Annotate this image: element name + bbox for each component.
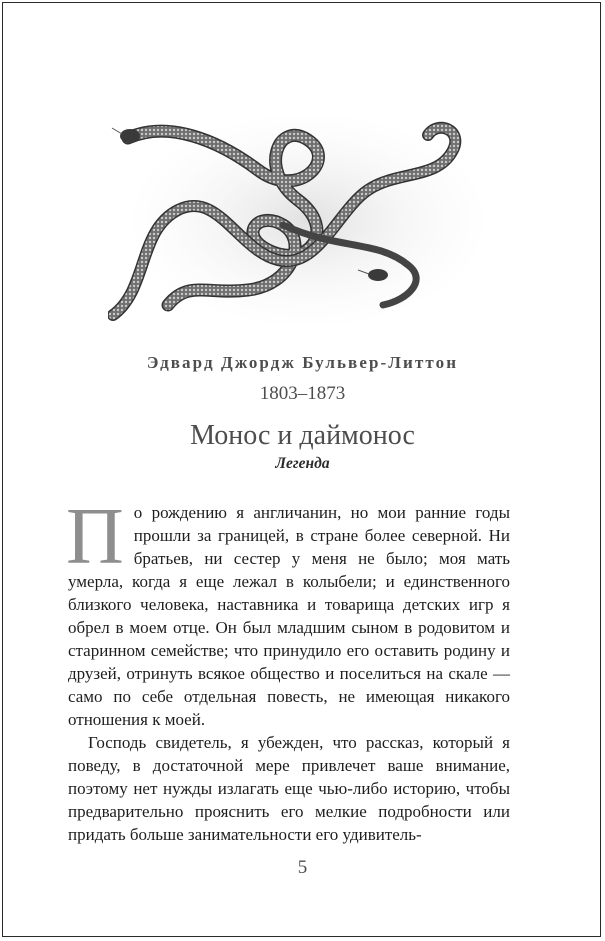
drop-cap: П <box>66 493 124 581</box>
story-text <box>66 493 510 846</box>
paragraph-2: Господь свидетель, я убежден, что рассказ, который я поведу, в достаточной мере привлечет ваше внимание, поэтому нет нужды излагать еще чью-либо историю, чтобы предварительно прояснить его мелкие подробности или придать больше занимательности его удивитель- <box>68 733 510 844</box>
story-title: Монос и даймонос <box>190 420 415 451</box>
paragraph-1 <box>66 493 510 731</box>
snake-head-left <box>120 129 140 143</box>
author-years: 1803–1873 <box>259 383 346 404</box>
paragraph-1-text: о рождению я англичанин, но мои ранние годы прошли за границей, в стране более северной. Ни братьев, ни сестер у меня не было; моя мать умерла, когда я еще лежал в колыбели; и единственного близкого человека, наставника и товарища детских игр я обрел в моем отце. Он был младшим сыном в родовитом и старинном семействе; что принудило его оставить родину и друзей, отринуть всякое общество и поселиться на скале — само по себе отдельная повесть, не имеющая никакого отношения к моей. <box>68 503 510 729</box>
snakes-illustration <box>108 100 483 330</box>
author-name: Эдвард Джордж Бульвер-Литтон <box>146 353 459 372</box>
snake-head-right <box>368 269 388 281</box>
page-number: 5 <box>297 857 308 878</box>
story-subtitle: Легенда <box>275 455 330 472</box>
